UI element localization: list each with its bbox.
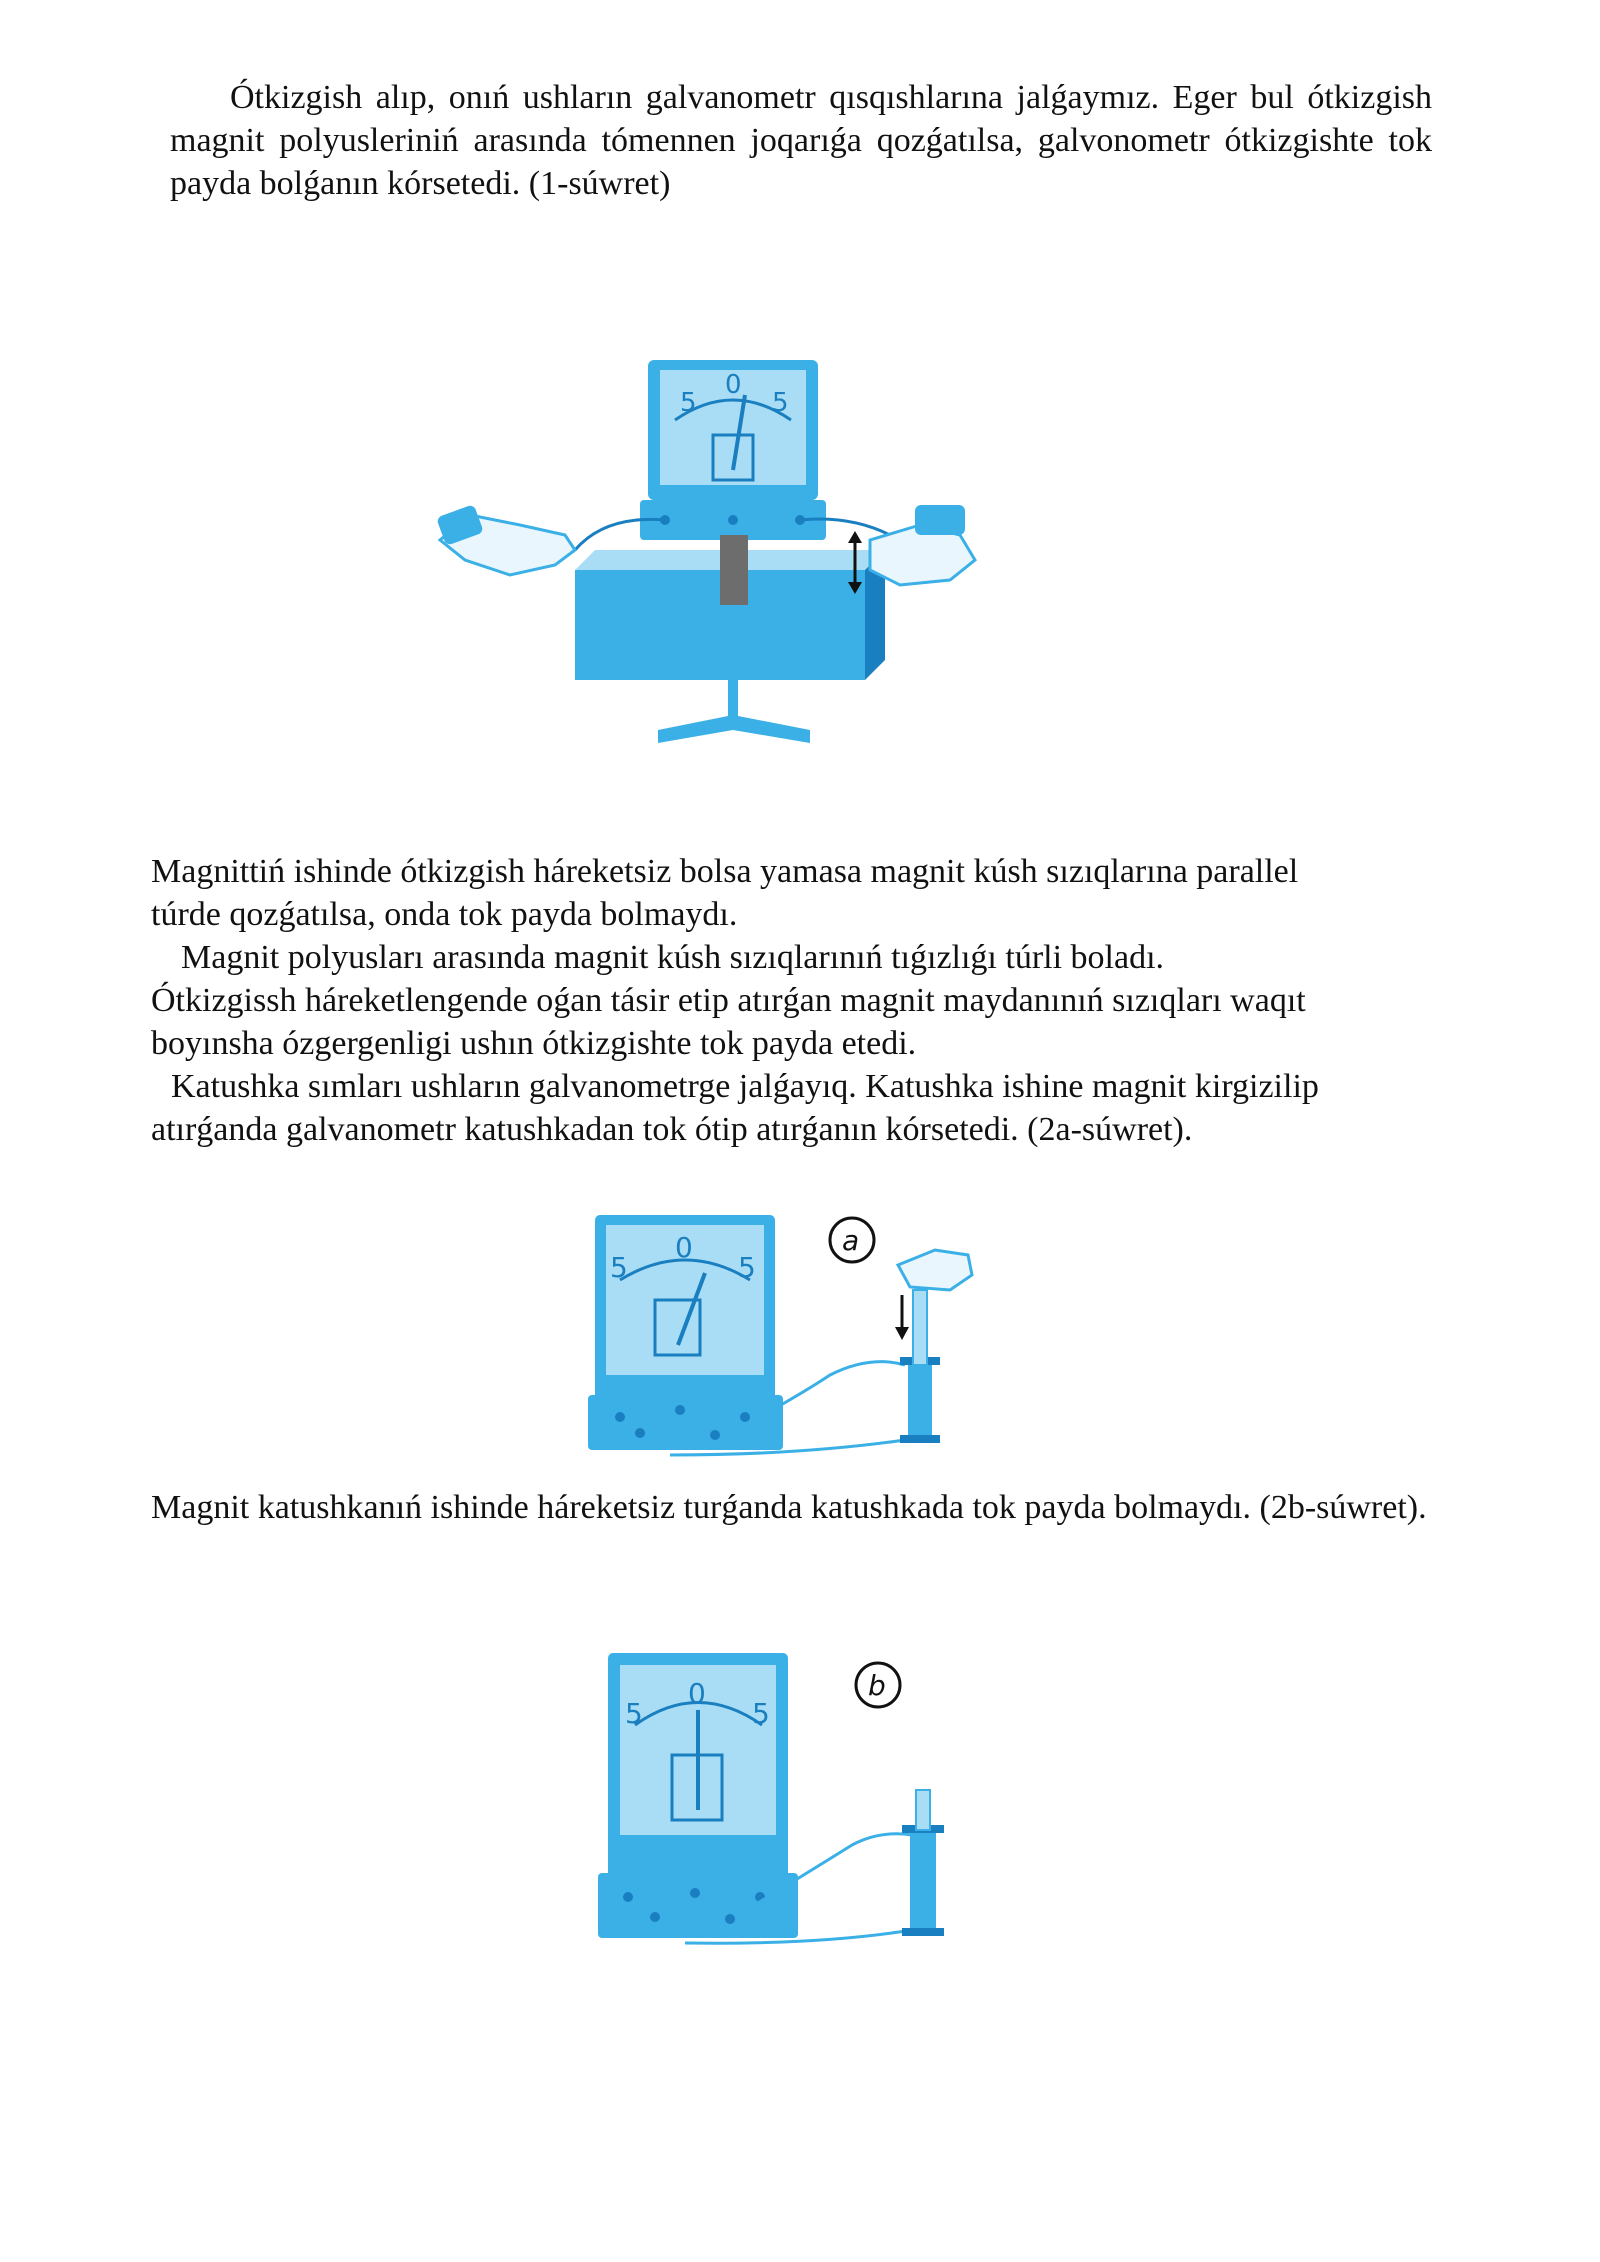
down-arrow-icon <box>895 1295 909 1340</box>
magnet-bar-icon <box>916 1790 930 1830</box>
label-b-circle <box>856 1663 900 1707</box>
coil-icon <box>900 1357 940 1443</box>
figure-label-b: b <box>868 1669 886 1702</box>
scale-mid-label: 0 <box>725 370 742 400</box>
figure-label-a: a <box>842 1224 860 1257</box>
scale-right-label: 5 <box>772 388 789 418</box>
scale-left-label: 5 <box>610 1251 628 1284</box>
right-hand-icon <box>870 505 975 585</box>
left-hand-icon <box>436 504 575 575</box>
paragraph-2-line: atırǵanda galvanometr katushkadan tok ótip atırǵanın kórsetedi. (2a-súwret). <box>151 1111 1193 1148</box>
coil-icon <box>902 1825 944 1936</box>
scale-mid-label: 0 <box>688 1677 706 1710</box>
scale-left-label: 5 <box>625 1697 643 1730</box>
galvanometer-icon <box>588 1215 783 1450</box>
scale-right-label: 5 <box>738 1251 756 1284</box>
scale-mid-label: 0 <box>675 1231 693 1264</box>
paragraph-2-line: Ótkizgissh háreketlengende oǵan tásir etip atırǵan magnit maydanınıń sızıqları waqıt <box>151 982 1306 1019</box>
paragraph-2-line: Magnit polyusları arasında magnit kúsh sızıqlarınıń tıǵızlıǵı túrli boladı. <box>181 939 1165 976</box>
label-a-circle <box>830 1218 874 1262</box>
magnet-bar-icon <box>913 1290 927 1365</box>
paragraph-2-line: boyınsha ózgergenligi ushın ótkizgishte tok payda etedi. <box>151 1025 917 1062</box>
figure-1-galvanometer-magnet <box>430 285 990 755</box>
scale-right-label: 5 <box>752 1697 770 1730</box>
hand-icon <box>898 1250 972 1290</box>
paragraph-2 <box>151 850 1441 1151</box>
paragraph-2-line: Magnittiń ishinde ótkizgish háreketsiz bolsa yamasa magnit kúsh sızıqlarına parallel <box>151 853 1299 890</box>
figure-2a-galvanometer-coil <box>580 1195 1000 1470</box>
paragraph-3: Magnit katushkanıń ishinde háreketsiz turǵanda katushkada tok payda bolmaydı. (2b-súwret). <box>151 1489 1427 1526</box>
scale-left-label: 5 <box>680 388 697 418</box>
paragraph-2-line: túrde qozǵatılsa, onda tok payda bolmaydı. <box>151 896 738 933</box>
galvanometer-icon <box>640 360 826 540</box>
paragraph-1: Ótkizgish alıp, onıń ushların galvanometr qısqıshlarına jalǵaymız. Eger bul ótkizgish magnit polyusleriniń arasında tómennen joqarıǵa qozǵatılsa, galvonometr ótkizgishte tok payda bolǵanın kórsetedi. (1-súwret) <box>170 79 1432 202</box>
paragraph-2-line: Katushka sımları ushların galvanometrge jalǵayıq. Katushka ishine magnit kirgizilip <box>171 1068 1319 1105</box>
figure-2b-galvanometer-coil <box>590 1645 1000 1965</box>
